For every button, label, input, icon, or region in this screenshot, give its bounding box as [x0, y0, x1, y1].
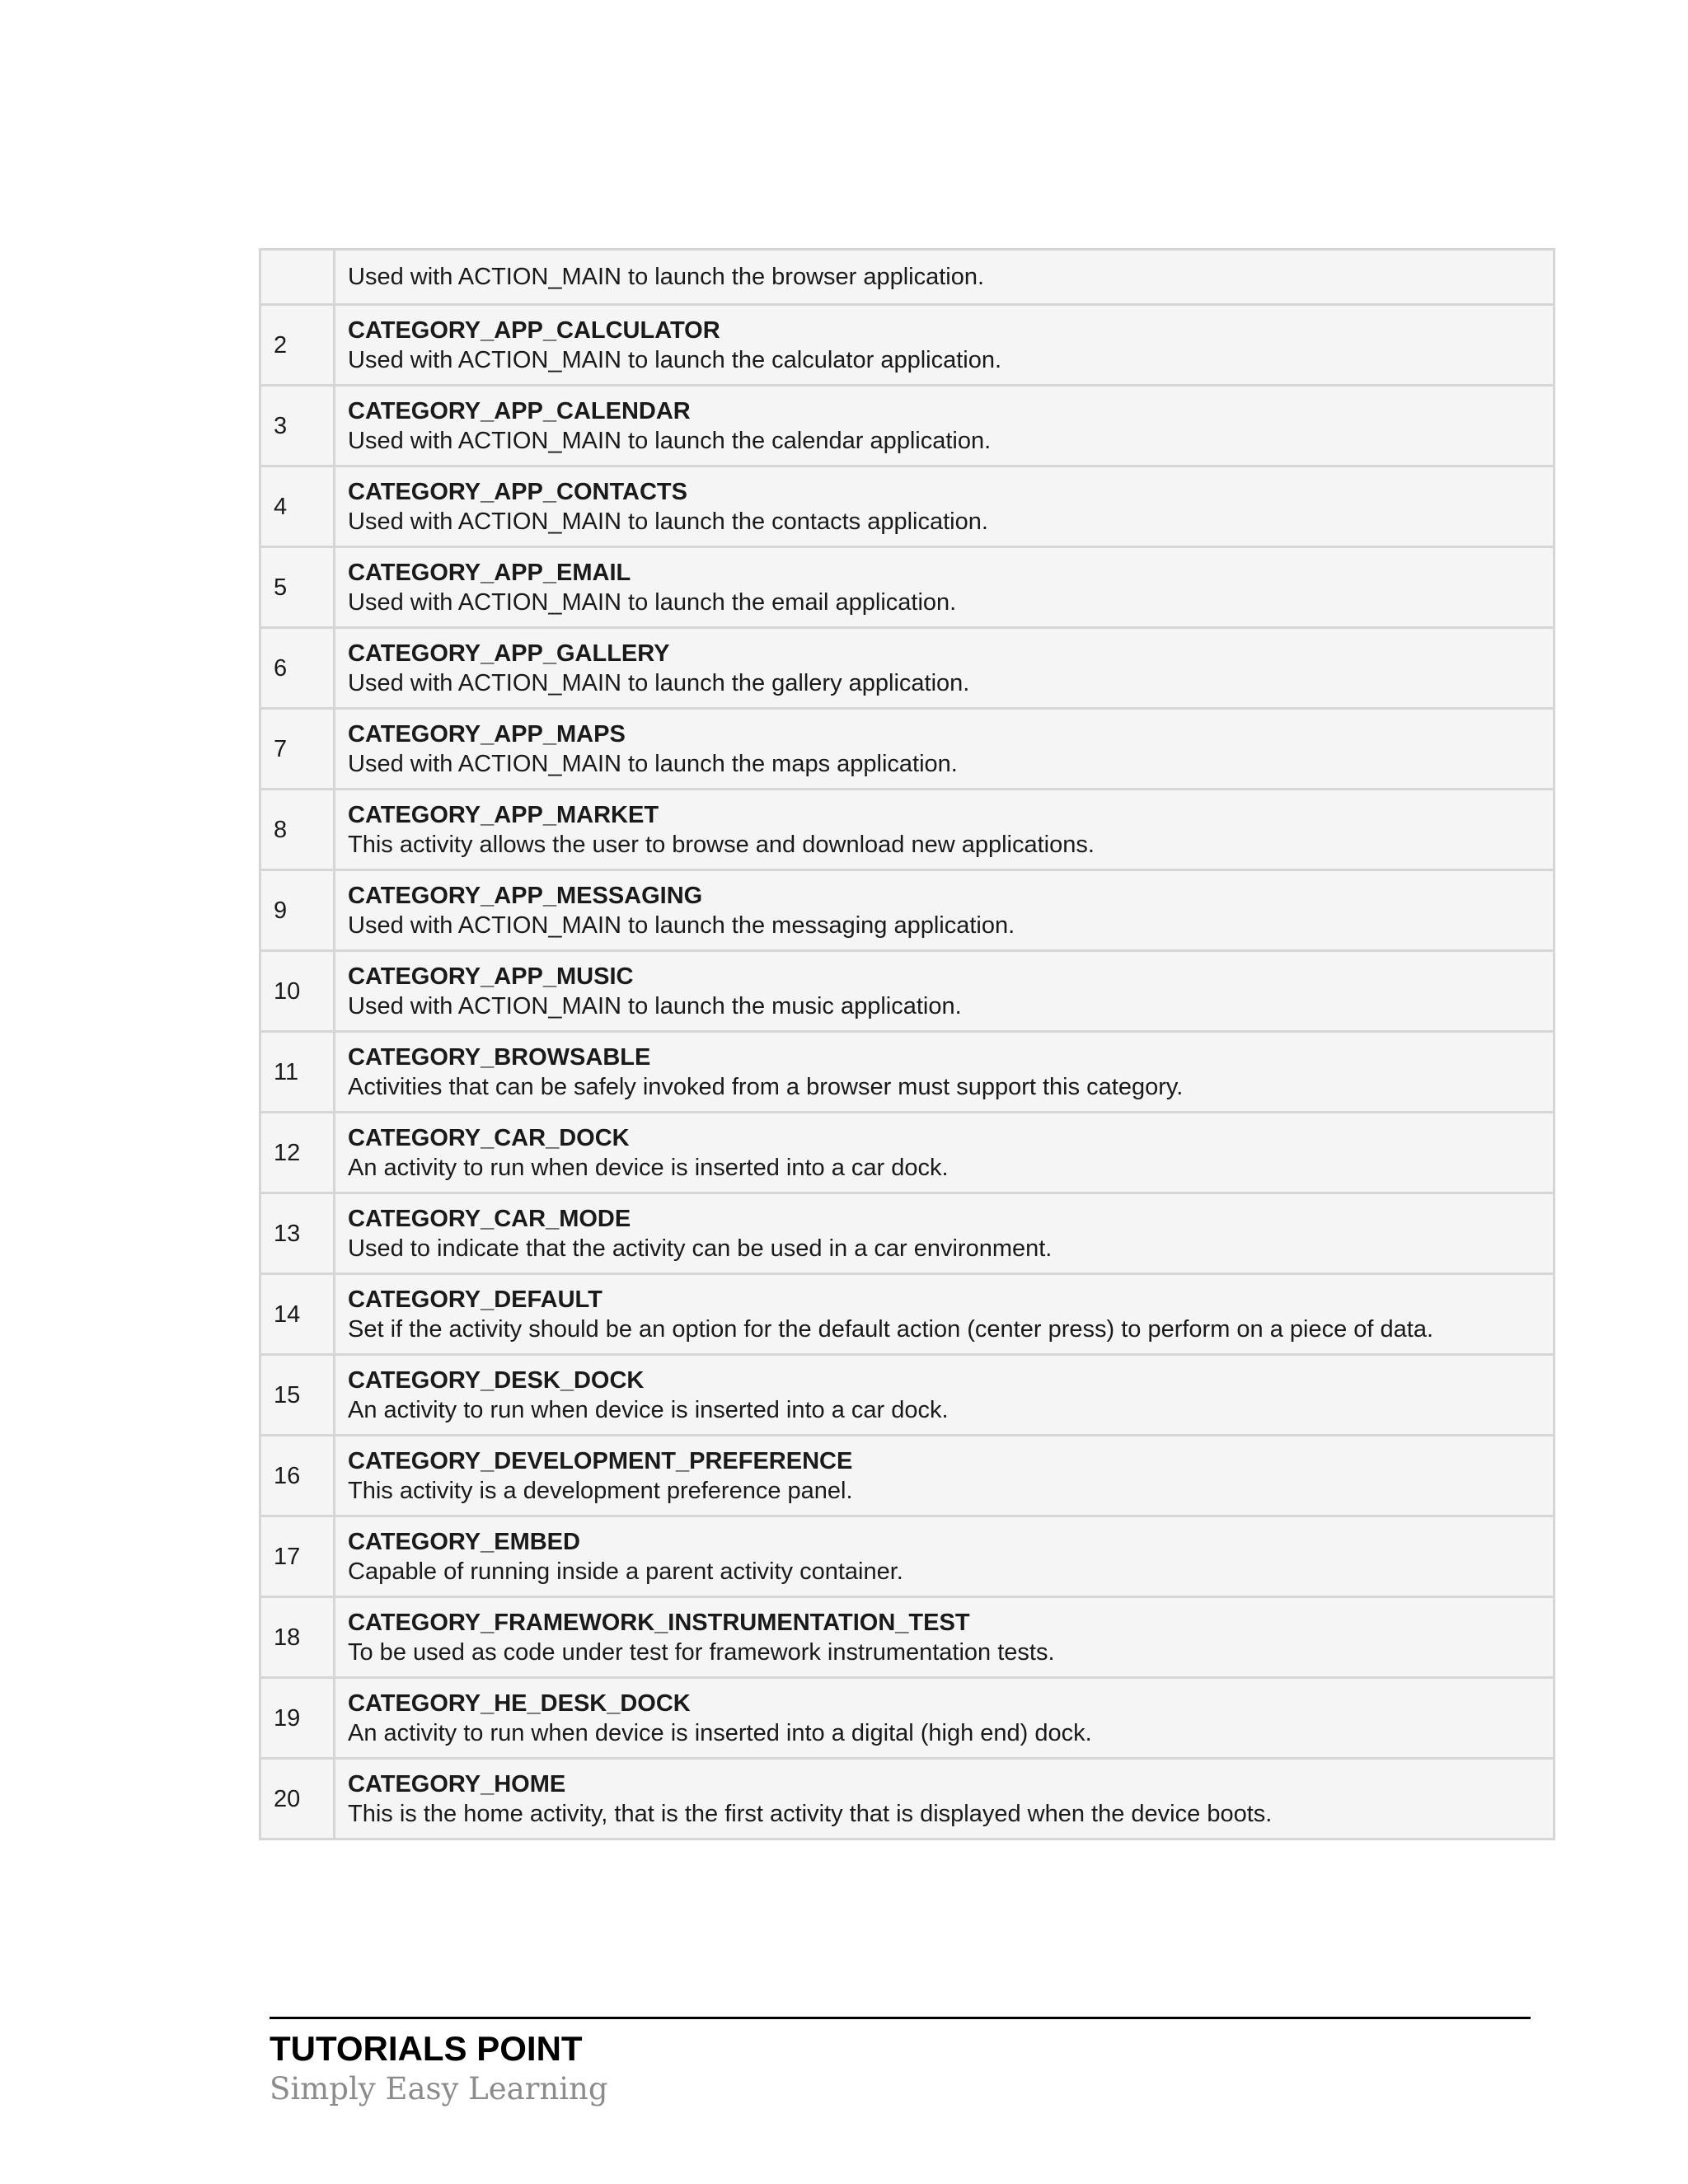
- row-description: An activity to run when device is inserted into a digital (high end) dock.: [348, 1719, 1092, 1746]
- row-description: Used with ACTION_MAIN to launch the browser application.: [348, 264, 985, 290]
- row-description-cell: [335, 1759, 1554, 1840]
- row-description-cell: [335, 1436, 1554, 1516]
- table-row: [260, 466, 1554, 547]
- row-number-cell: 9: [260, 870, 335, 951]
- category-name: CATEGORY_DEFAULT: [348, 1286, 603, 1313]
- table-row: [260, 1274, 1554, 1355]
- category-name: CATEGORY_APP_MUSIC: [348, 963, 634, 990]
- row-description: To be used as code under test for framework instrumentation tests.: [348, 1638, 1055, 1666]
- category-name: CATEGORY_DEVELOPMENT_PREFERENCE: [348, 1447, 853, 1474]
- row-description: This activity allows the user to browse and download new applications.: [348, 831, 1095, 858]
- row-description-cell: [335, 951, 1554, 1032]
- table-row: [260, 1436, 1554, 1516]
- category-name: CATEGORY_HOME: [348, 1770, 566, 1797]
- category-table-body: [260, 250, 1554, 1840]
- row-description: Used with ACTION_MAIN to launch the calculator application.: [348, 346, 1002, 373]
- row-description-cell: [335, 870, 1554, 951]
- row-description-cell: [335, 305, 1554, 386]
- category-name: CATEGORY_APP_MARKET: [348, 801, 659, 828]
- row-description-cell: [335, 386, 1554, 466]
- row-number-cell: 18: [260, 1597, 335, 1678]
- row-description-cell: [335, 1597, 1554, 1678]
- row-description-cell: [335, 547, 1554, 628]
- row-description-cell: [335, 1355, 1554, 1436]
- category-name: CATEGORY_APP_CONTACTS: [348, 478, 687, 505]
- table-row: [260, 1032, 1554, 1113]
- table-row: [260, 305, 1554, 386]
- row-description: Used with ACTION_MAIN to launch the gallery application.: [348, 669, 970, 696]
- category-name: CATEGORY_CAR_MODE: [348, 1205, 631, 1232]
- row-number-cell: 11: [260, 1032, 335, 1113]
- category-name: CATEGORY_APP_EMAIL: [348, 559, 631, 586]
- table-row: [260, 1678, 1554, 1759]
- row-number-cell: 19: [260, 1678, 335, 1759]
- table-row: [260, 1355, 1554, 1436]
- row-description: Capable of running inside a parent activity container.: [348, 1558, 903, 1585]
- page-footer: [270, 2017, 1531, 2108]
- table-row: [260, 1193, 1554, 1274]
- table-row: [260, 628, 1554, 709]
- footer-divider: [270, 2017, 1531, 2019]
- row-number-cell: 3: [260, 386, 335, 466]
- row-number-cell: 2: [260, 305, 335, 386]
- row-description-cell: [335, 790, 1554, 870]
- category-name: CATEGORY_FRAMEWORK_INSTRUMENTATION_TEST: [348, 1609, 970, 1636]
- row-description-cell: [335, 1113, 1554, 1193]
- row-description: Used with ACTION_MAIN to launch the calendar application.: [348, 427, 992, 454]
- row-description-cell: [335, 1032, 1554, 1113]
- table-row: [260, 547, 1554, 628]
- category-name: CATEGORY_DESK_DOCK: [348, 1366, 645, 1394]
- category-name: CATEGORY_APP_CALENDAR: [348, 397, 691, 424]
- table-row: [260, 1516, 1554, 1597]
- row-description: Used with ACTION_MAIN to launch the music application.: [348, 992, 962, 1019]
- row-description: An activity to run when device is inserted into a car dock.: [348, 1396, 949, 1423]
- row-description-cell: [335, 466, 1554, 547]
- row-description: Used with ACTION_MAIN to launch the maps application.: [348, 750, 958, 777]
- row-description-cell: [335, 1274, 1554, 1355]
- table-row: [260, 790, 1554, 870]
- row-number-cell: 14: [260, 1274, 335, 1355]
- row-description-cell: [335, 250, 1554, 305]
- row-description-cell: [335, 1516, 1554, 1597]
- row-description: Used to indicate that the activity can be used in a car environment.: [348, 1235, 1053, 1262]
- table-row: [260, 870, 1554, 951]
- row-description: This is the home activity, that is the first activity that is displayed when the device boots.: [348, 1800, 1273, 1827]
- table-row: [260, 1759, 1554, 1840]
- row-description: Used with ACTION_MAIN to launch the email application.: [348, 588, 957, 616]
- category-name: CATEGORY_APP_MAPS: [348, 720, 626, 748]
- row-description: Activities that can be safely invoked from a browser must support this category.: [348, 1073, 1184, 1100]
- category-name: CATEGORY_EMBED: [348, 1528, 580, 1555]
- row-description: Set if the activity should be an option for the default action (center press) to perform on a piece of data.: [348, 1315, 1434, 1343]
- row-number-cell: 13: [260, 1193, 335, 1274]
- table-row: [260, 1597, 1554, 1678]
- category-name: CATEGORY_BROWSABLE: [348, 1043, 651, 1071]
- footer-brand: TUTORIALS POINT: [270, 2029, 583, 2068]
- table-row: [260, 951, 1554, 1032]
- row-number-cell: 5: [260, 547, 335, 628]
- table-row-continued: [260, 250, 1554, 305]
- row-description: This activity is a development preference panel.: [348, 1477, 853, 1504]
- row-number-cell: 8: [260, 790, 335, 870]
- row-number-cell: 12: [260, 1113, 335, 1193]
- row-description-cell: [335, 1678, 1554, 1759]
- row-number-cell: 17: [260, 1516, 335, 1597]
- table-row: [260, 386, 1554, 466]
- row-number-cell: 10: [260, 951, 335, 1032]
- category-name: CATEGORY_CAR_DOCK: [348, 1124, 630, 1151]
- row-description: Used with ACTION_MAIN to launch the contacts application.: [348, 508, 988, 535]
- category-table-container: [259, 248, 1555, 1840]
- footer-tagline: Simply Easy Learning: [270, 2071, 608, 2107]
- row-description: Used with ACTION_MAIN to launch the messaging application.: [348, 912, 1015, 939]
- category-name: CATEGORY_HE_DESK_DOCK: [348, 1690, 691, 1717]
- row-number-cell: 4: [260, 466, 335, 547]
- row-number-cell: 15: [260, 1355, 335, 1436]
- row-number-cell: 16: [260, 1436, 335, 1516]
- category-name: CATEGORY_APP_GALLERY: [348, 640, 670, 667]
- table-row: [260, 709, 1554, 790]
- row-description: An activity to run when device is inserted into a car dock.: [348, 1154, 949, 1181]
- row-number-cell: 7: [260, 709, 335, 790]
- row-description-cell: [335, 1193, 1554, 1274]
- row-description-cell: [335, 628, 1554, 709]
- row-number-cell: 6: [260, 628, 335, 709]
- category-name: CATEGORY_APP_CALCULATOR: [348, 316, 720, 344]
- category-table: [259, 248, 1555, 1840]
- row-number-cell: 20: [260, 1759, 335, 1840]
- row-description-cell: [335, 709, 1554, 790]
- row-number-cell: [260, 250, 335, 305]
- table-row: [260, 1113, 1554, 1193]
- category-name: CATEGORY_APP_MESSAGING: [348, 882, 703, 909]
